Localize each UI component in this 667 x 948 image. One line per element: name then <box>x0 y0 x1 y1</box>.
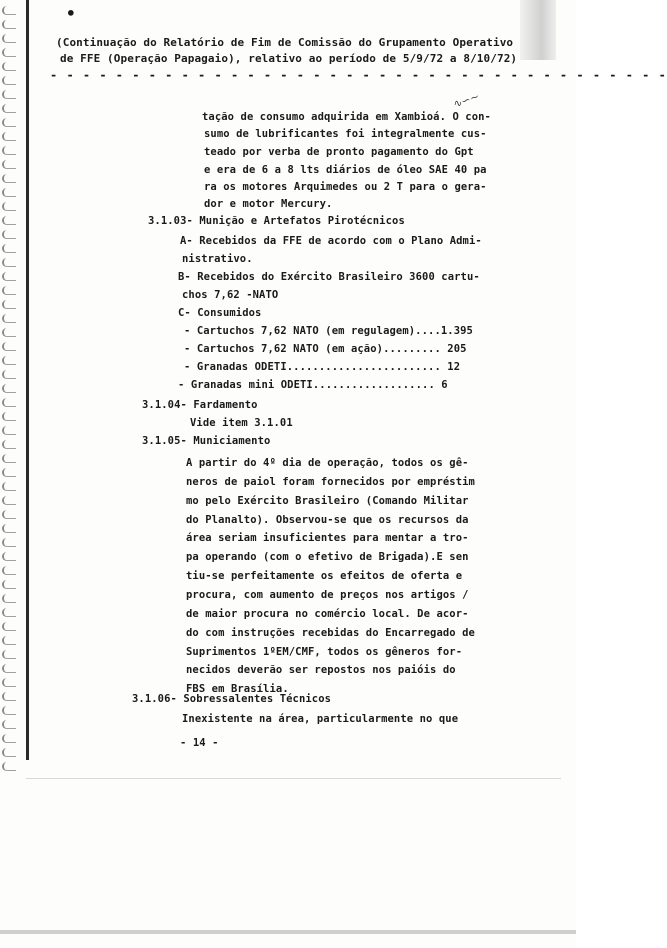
binding-ring <box>2 650 16 659</box>
binding-ring <box>2 580 16 589</box>
body-line: necidos deverão ser repostos nos paióis do <box>186 664 456 676</box>
binding-ring <box>2 216 16 225</box>
body-line: Inexistente na área, particularmente no que <box>182 713 459 725</box>
binding-ring <box>2 104 16 113</box>
body-line: sumo de lubrificantes foi integralmente cus- <box>204 128 487 140</box>
body-line: FBS em Brasília. <box>186 683 289 695</box>
section-heading: 3.1.05- Municiamento <box>142 435 271 447</box>
binding-ring <box>2 636 16 645</box>
binding-ring <box>2 370 16 379</box>
body-line: tação de consumo adquirida em Xambioá. O con- <box>202 111 491 123</box>
body-line: mo pelo Exército Brasileiro (Comando Militar <box>186 495 469 507</box>
binding-ring <box>2 412 16 421</box>
binding-ring <box>2 118 16 127</box>
body-line: Vide item 3.1.01 <box>190 417 293 429</box>
binding-ring <box>2 748 16 757</box>
body-line: do Planalto). Observou-se que os recursos da <box>186 514 469 526</box>
binding-ring <box>2 692 16 701</box>
binding-ring <box>2 300 16 309</box>
binding-ring <box>2 720 16 729</box>
body-line: neros de paiol foram fornecidos por empréstim <box>186 476 475 488</box>
body-line: e era de 6 a 8 lts diários de óleo SAE 40 pa <box>204 164 487 176</box>
binding-ring <box>2 454 16 463</box>
header-line-2: de FFE (Operação Papagaio), relativo ao período de 5/9/72 a 8/10/72) <box>60 52 518 65</box>
body-line: ra os motores Arquimedes ou 2 T para o gera- <box>204 181 487 193</box>
section-heading: 3.1.03- Munição e Artefatos Pirotécnicos <box>148 215 405 227</box>
binding-ring <box>2 328 16 337</box>
binding-ring <box>2 146 16 155</box>
page-bottom-edge <box>0 930 576 934</box>
binding-ring <box>2 538 16 547</box>
page-number: - 14 - <box>180 737 219 749</box>
binding-ring <box>2 286 16 295</box>
binding-ring <box>2 258 16 267</box>
body-line: tiu-se perfeitamente os efeitos de oferta e <box>186 570 463 582</box>
body-line: nistrativo. <box>182 253 253 265</box>
body-line: dor e motor Mercury. <box>204 198 333 210</box>
binding-ring <box>2 440 16 449</box>
body-line: do com instruções recebidas do Encarregado de <box>186 627 475 639</box>
body-line: - Cartuchos 7,62 NATO (em ação)......... 205 <box>184 343 467 355</box>
binding-ring <box>2 734 16 743</box>
binding-ring <box>2 510 16 519</box>
body-line: B- Recebidos do Exército Brasileiro 3600 cartu- <box>178 271 480 283</box>
binding-ring <box>2 62 16 71</box>
binding-ring <box>2 426 16 435</box>
punch-mark: • <box>66 4 76 23</box>
handwritten-signature: ∿∽∼ <box>450 89 482 112</box>
binding-ring <box>2 160 16 169</box>
body-line: chos 7,62 -NATO <box>182 289 279 301</box>
binding-ring <box>2 664 16 673</box>
binding-ring <box>2 762 16 771</box>
body-line: Suprimentos 1ºEM/CMF, todos os gêneros for- <box>186 646 463 658</box>
body-line: - Granadas ODETI........................ 12 <box>184 361 461 373</box>
body-line: teado por verba de pronto pagamento do Gpt <box>204 146 474 158</box>
body-line: de maior procura no comércio local. De acor- <box>186 608 469 620</box>
binding-ring <box>2 230 16 239</box>
binding-ring <box>2 566 16 575</box>
section-heading: 3.1.06- Sobressalentes Técnicos <box>132 693 332 705</box>
body-line: A partir do 4º dia de operação, todos os gê- <box>186 457 469 469</box>
body-line: área seriam insuficientes para mentar a tro- <box>186 532 469 544</box>
binding-ring <box>2 6 16 15</box>
binding-ring <box>2 174 16 183</box>
margin-line <box>26 0 29 760</box>
body-line: - Cartuchos 7,62 NATO (em regulagem)....1.395 <box>184 325 473 337</box>
binding-ring <box>2 20 16 29</box>
page-fold <box>26 778 561 779</box>
binding-ring <box>2 342 16 351</box>
body-line: procura, com aumento de preços nos artigos / <box>186 589 469 601</box>
binding-ring <box>2 594 16 603</box>
binding-ring <box>2 90 16 99</box>
binding-ring <box>2 188 16 197</box>
binding-ring <box>2 622 16 631</box>
body-line: A- Recebidos da FFE de acordo com o Plano Admi- <box>180 235 482 247</box>
binding-ring <box>2 398 16 407</box>
binding-ring <box>2 76 16 85</box>
binding-ring <box>2 384 16 393</box>
spiral-binding <box>0 0 22 780</box>
binding-ring <box>2 524 16 533</box>
binding-ring <box>2 244 16 253</box>
section-heading: 3.1.04- Fardamento <box>142 399 258 411</box>
binding-ring <box>2 356 16 365</box>
binding-ring <box>2 678 16 687</box>
header-rule: - - - - - - - - - - - - - - - - - - - - - - - - - - - - - - - - - - - - - - <box>50 68 667 82</box>
binding-ring <box>2 202 16 211</box>
binding-ring <box>2 496 16 505</box>
binding-ring <box>2 468 16 477</box>
binding-ring <box>2 132 16 141</box>
body-line: - Granadas mini ODETI................... 6 <box>178 379 448 391</box>
binding-ring <box>2 706 16 715</box>
binding-ring <box>2 34 16 43</box>
body-line: C- Consumidos <box>178 307 262 319</box>
binding-ring <box>2 552 16 561</box>
binding-ring <box>2 608 16 617</box>
scan-shadow <box>520 0 556 60</box>
body-line: pa operando (com o efetivo de Brigada).E sen <box>186 551 469 563</box>
binding-ring <box>2 482 16 491</box>
binding-ring <box>2 48 16 57</box>
header-line-1: (Continuação do Relatório de Fim de Comissão do Grupamento Operativo <box>56 36 514 49</box>
binding-ring <box>2 314 16 323</box>
binding-ring <box>2 272 16 281</box>
